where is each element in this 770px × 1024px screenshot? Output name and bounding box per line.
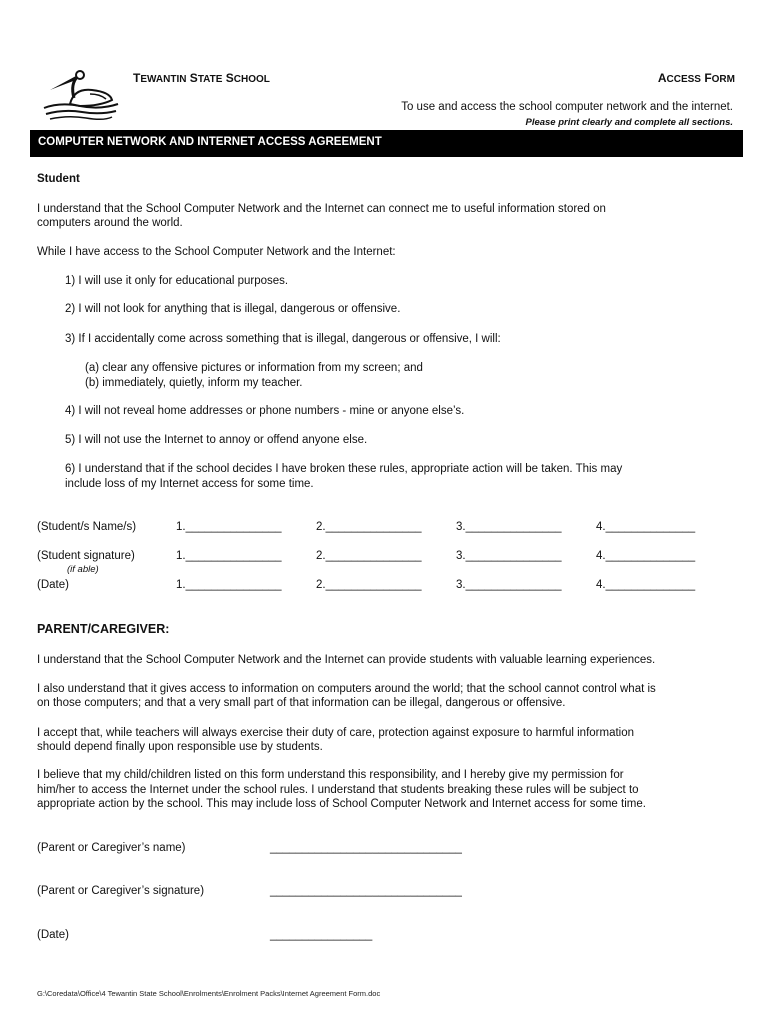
parent-date-field[interactable]: ________________ <box>270 929 373 941</box>
student-rule-3: 3) If I accidentally come across something that is illegal, dangerous or offensive, I will: <box>65 333 501 345</box>
student-rule-6-line1: 6) I understand that if the school decides I have broken these rules, appropriate action will be taken. This may <box>65 463 623 475</box>
student-signature-field-3[interactable]: 3._______________ <box>456 550 562 562</box>
student-para2: While I have access to the School Computer Network and the Internet: <box>37 246 396 258</box>
student-date-field-1[interactable]: 1._______________ <box>176 579 282 591</box>
student-para1-line1: I understand that the School Computer Network and the Internet can connect me to useful information stored on <box>37 203 606 215</box>
student-date-field-4[interactable]: 4.______________ <box>596 579 696 591</box>
parent-para1: I understand that the School Computer Network and the Internet can provide students with valuable learning experiences. <box>37 654 656 666</box>
parent-para3-line1: I accept that, while teachers will always exercise their duty of care, protection against exposure to harmful information <box>37 727 635 739</box>
student-date-field-2[interactable]: 2._______________ <box>316 579 422 591</box>
student-heading: Student <box>37 173 80 185</box>
student-rule-3b: (b) immediately, quietly, inform my teacher. <box>85 377 303 389</box>
parent-para2-line1: I also understand that it gives access to information on computers around the world; that the school cannot control what is <box>37 683 656 695</box>
parent-para4-line3: appropriate action by the school. This may include loss of School Computer Network and Internet access for some time. <box>37 798 646 810</box>
pelican-logo-icon <box>40 64 120 122</box>
student-signature-field-2[interactable]: 2._______________ <box>316 550 422 562</box>
student-name-field-4[interactable]: 4.______________ <box>596 521 696 533</box>
form-instruction: Please print clearly and complete all sections. <box>525 117 733 128</box>
parent-heading: PARENT/CAREGIVER: <box>37 622 170 636</box>
student-date-field-3[interactable]: 3._______________ <box>456 579 562 591</box>
parent-para4-line2: him/her to access the Internet under the school rules. I understand that students breaking these rules will be subject to <box>37 784 639 796</box>
parent-date-label: (Date) <box>37 929 69 941</box>
agreement-banner-title: COMPUTER NETWORK AND INTERNET ACCESS AGREEMENT <box>38 136 382 148</box>
school-name: TEWANTIN STATE SCHOOL <box>133 71 270 85</box>
if-able-note: (if able) <box>67 564 99 575</box>
student-name-field-1[interactable]: 1._______________ <box>176 521 282 533</box>
form-name: ACCESS FORM <box>657 71 735 85</box>
student-rule-6-line2: include loss of my Internet access for some time. <box>65 478 314 490</box>
student-rule-2: 2) I will not look for anything that is illegal, dangerous or offensive. <box>65 303 401 315</box>
student-name-field-2[interactable]: 2._______________ <box>316 521 422 533</box>
parent-para4-line1: I believe that my child/children listed on this form understand this responsibility, and I hereby give my permission for <box>37 769 624 781</box>
student-name-field-3[interactable]: 3._______________ <box>456 521 562 533</box>
student-rule-1: 1) I will use it only for educational purposes. <box>65 275 289 287</box>
parent-para2-line2: on those computers; and that a very small part of that information can be illegal, dangerous or offensive. <box>37 697 566 709</box>
student-name-label: (Student/s Name/s) <box>37 521 137 533</box>
student-rule-3a: (a) clear any offensive pictures or information from my screen; and <box>85 362 423 374</box>
parent-para3-line2: should depend finally upon responsible use by students. <box>37 741 323 753</box>
student-rule-5: 5) I will not use the Internet to annoy or offend anyone else. <box>65 434 368 446</box>
form-intro: To use and access the school computer network and the internet. <box>401 101 733 113</box>
parent-name-field[interactable]: ______________________________ <box>270 842 462 854</box>
agreement-banner <box>30 130 743 157</box>
student-date-label: (Date) <box>37 579 69 591</box>
student-signature-field-1[interactable]: 1._______________ <box>176 550 282 562</box>
student-signature-field-4[interactable]: 4.______________ <box>596 550 696 562</box>
student-para1-line2: computers around the world. <box>37 217 183 229</box>
parent-signature-label: (Parent or Caregiver’s signature) <box>37 885 205 897</box>
parent-name-label: (Parent or Caregiver’s name) <box>37 842 186 854</box>
parent-signature-field[interactable]: ______________________________ <box>270 885 462 897</box>
student-rule-4: 4) I will not reveal home addresses or phone numbers - mine or anyone else’s. <box>65 405 465 417</box>
file-path-footer: G:\Coredata\Office\4 Tewantin State School\Enrolments\Enrolment Packs\Internet Agreement Form.doc <box>37 989 381 998</box>
student-signature-label: (Student signature) <box>37 550 135 562</box>
